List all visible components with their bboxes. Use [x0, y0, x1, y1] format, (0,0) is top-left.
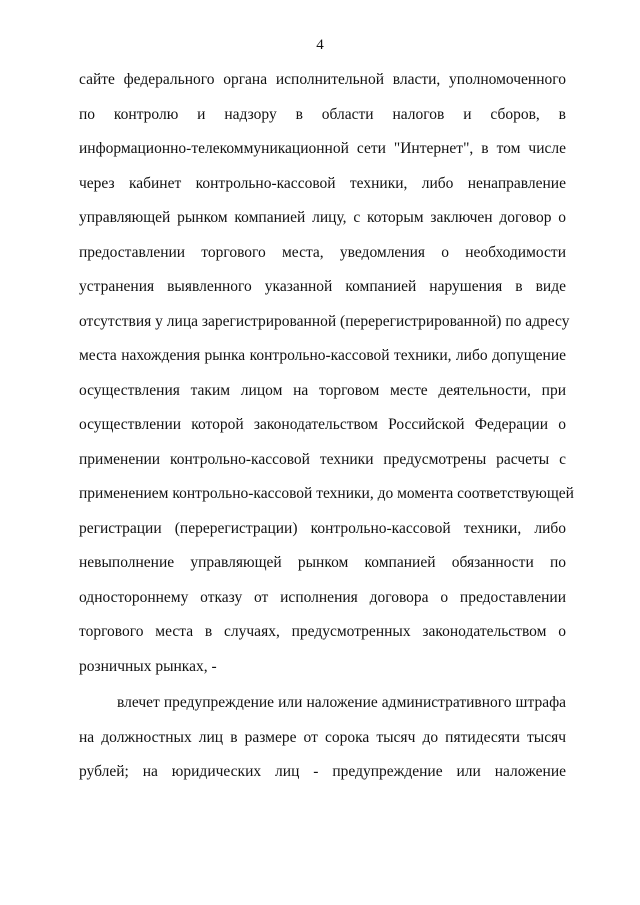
- paragraph-line: торгового места в случаях, предусмотренных законодательством о: [79, 623, 566, 640]
- paragraph-line: по контролю и надзору в области налогов и сборов, в: [79, 105, 566, 123]
- paragraph-line: через кабинет контрольно-кассовой техники, либо ненаправление: [79, 174, 566, 192]
- page-number: 4: [316, 37, 324, 53]
- paragraph-line: осуществлении которой законодательством Российской Федерации о: [79, 416, 566, 433]
- paragraph-line: устранения выявленного указанной компанией нарушения в виде: [79, 278, 566, 295]
- paragraph-2: [79, 686, 566, 790]
- paragraph-line: регистрации (перерегистрации) контрольно-кассовой техники, либо: [79, 519, 566, 537]
- paragraph-line: рублей; на юридических лиц - предупреждение или наложение: [79, 763, 566, 780]
- paragraph-line: осуществления таким лицом на торговом месте деятельности, при: [79, 381, 566, 399]
- paragraph-line: управляющей рынком компанией лицу, с которым заключен договор о: [79, 209, 566, 226]
- paragraph-line: на должностных лиц в размере от сорока тысяч до пятидесяти тысяч: [79, 728, 566, 746]
- paragraph-line: одностороннему отказу от исполнения договора о предоставлении: [79, 588, 566, 606]
- paragraph-line: места нахождения рынка контрольно-кассовой техники, либо допущение: [79, 347, 566, 364]
- paragraph-line: отсутствия у лица зарегистрированной (перерегистрированной) по адресу: [79, 312, 570, 330]
- paragraph-line: сайте федерального органа исполнительной власти, уполномоченного: [79, 71, 566, 88]
- paragraph-line: информационно-телекоммуникационной сети "Интернет", в том числе: [79, 140, 566, 157]
- paragraph-line: розничных рынках, -: [79, 657, 217, 675]
- paragraph-line: влечет предупреждение или наложение административного штрафа: [117, 694, 566, 711]
- paragraph-1: [79, 63, 574, 684]
- paragraph-line: применением контрольно-кассовой техники, до момента соответствующей: [79, 485, 574, 502]
- paragraph-line: невыполнение управляющей рынком компанией обязанности по: [79, 554, 566, 571]
- paragraph-line: предоставлении торгового места, уведомления о необходимости: [79, 243, 566, 261]
- paragraph-line: применении контрольно-кассовой техники предусмотрены расчеты с: [79, 450, 566, 468]
